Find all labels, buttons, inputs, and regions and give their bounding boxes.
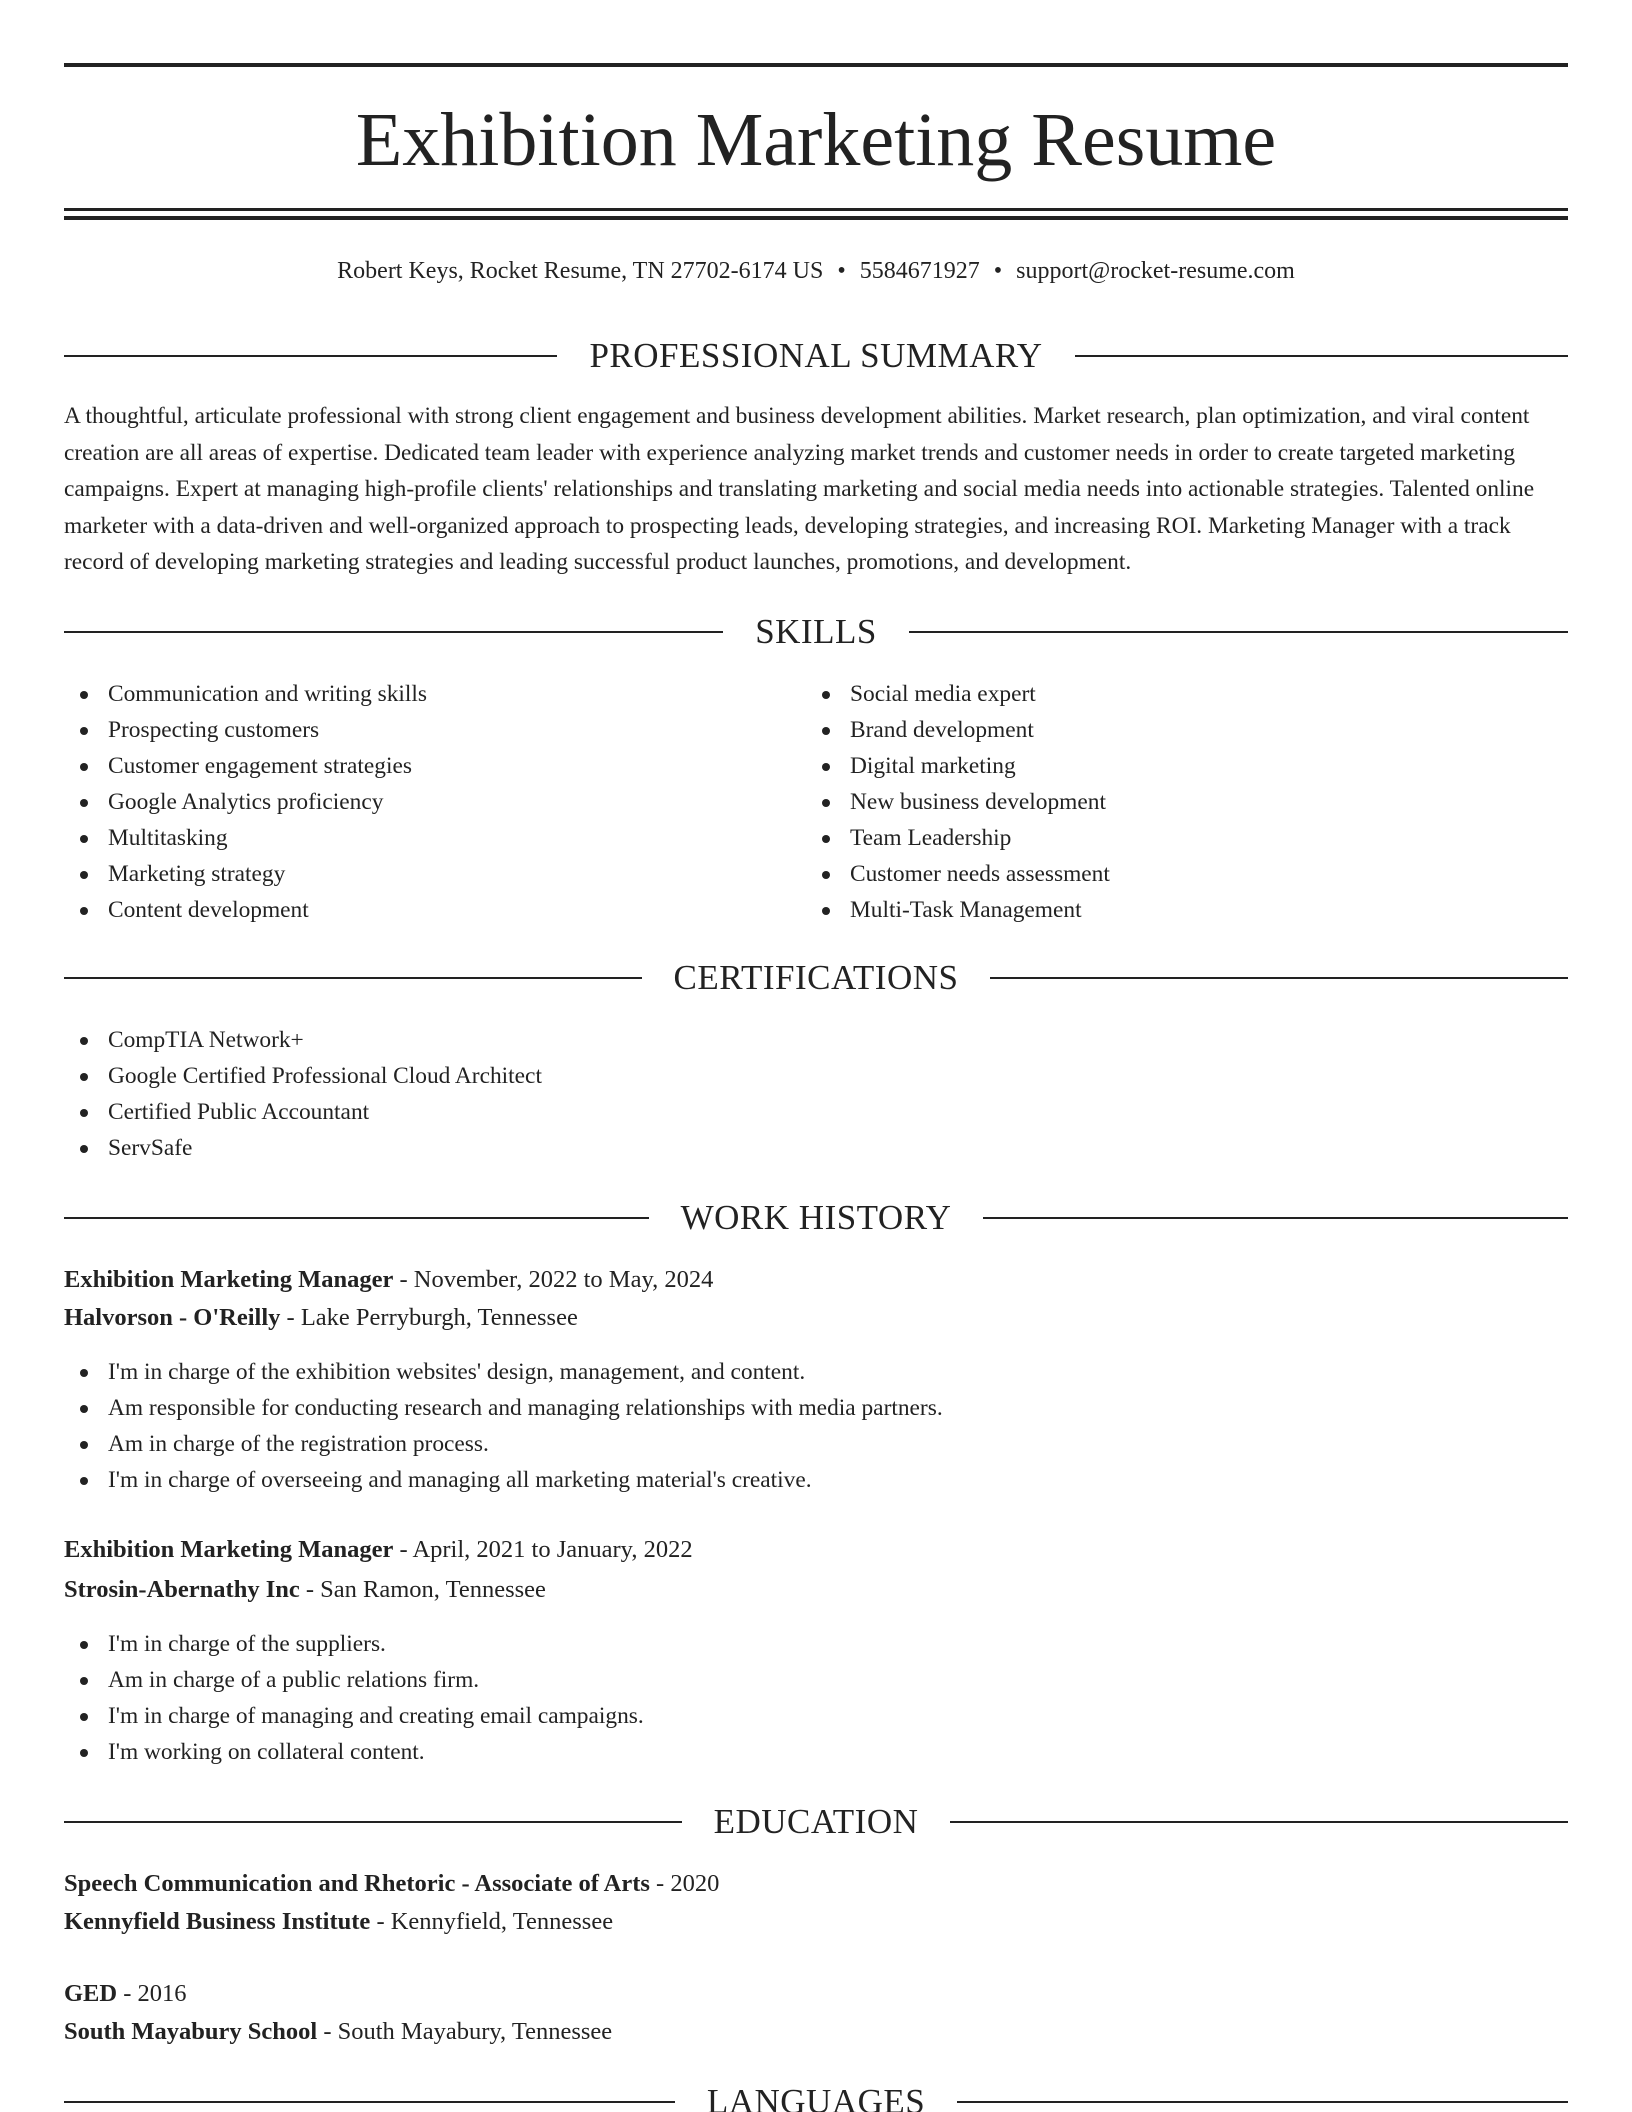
title-double-rule bbox=[64, 208, 1568, 220]
section-title-work: WORK HISTORY bbox=[680, 1198, 952, 1237]
section-title-certifications: CERTIFICATIONS bbox=[673, 958, 959, 997]
education-degree: Speech Communication and Rhetoric - Associate of Arts bbox=[64, 1870, 650, 1897]
job-dates: - April, 2021 to January, 2022 bbox=[393, 1536, 693, 1563]
section-title-education: EDUCATION bbox=[713, 1802, 919, 1841]
certifications-list bbox=[64, 1022, 542, 1166]
skill-item: New business development bbox=[806, 784, 1110, 820]
job-duty: I'm in charge of overseeing and managing all marketing material's creative. bbox=[64, 1462, 943, 1498]
section-rule bbox=[64, 1821, 682, 1823]
job-company: Strosin-Abernathy Inc bbox=[64, 1576, 300, 1603]
section-header-work bbox=[64, 1196, 1568, 1240]
section-rule bbox=[64, 631, 723, 633]
certification-item: ServSafe bbox=[64, 1130, 542, 1166]
job-duty: Am in charge of the registration process. bbox=[64, 1426, 943, 1462]
job-role: Exhibition Marketing Manager bbox=[64, 1266, 394, 1293]
skill-item: Brand development bbox=[806, 712, 1110, 748]
skill-item: Google Analytics proficiency bbox=[64, 784, 427, 820]
section-rule bbox=[983, 1217, 1568, 1219]
education-school: South Mayabury School bbox=[64, 2018, 318, 2045]
skill-item: Multi-Task Management bbox=[806, 892, 1110, 928]
contact-email: support@rocket-resume.com bbox=[1016, 258, 1295, 284]
section-header-summary bbox=[64, 334, 1568, 378]
skills-list-right bbox=[806, 676, 1110, 928]
section-header-education bbox=[64, 1800, 1568, 1844]
job-duty: I'm working on collateral content. bbox=[64, 1734, 644, 1770]
skill-item: Digital marketing bbox=[806, 748, 1110, 784]
section-title-skills: SKILLS bbox=[755, 612, 877, 651]
section-rule bbox=[64, 355, 557, 357]
job-duties-list bbox=[64, 1626, 644, 1770]
education-location: - South Mayabury, Tennessee bbox=[317, 2018, 613, 2045]
section-header-skills bbox=[64, 610, 1568, 654]
job-duty: I'm in charge of managing and creating email campaigns. bbox=[64, 1698, 644, 1734]
skill-item: Marketing strategy bbox=[64, 856, 427, 892]
certification-item: CompTIA Network+ bbox=[64, 1022, 542, 1058]
section-rule bbox=[64, 2101, 675, 2103]
job-duty: I'm in charge of the suppliers. bbox=[64, 1626, 644, 1662]
education-year: - 2020 bbox=[649, 1870, 720, 1897]
skill-item: Customer needs assessment bbox=[806, 856, 1110, 892]
job-company: Halvorson - O'Reilly bbox=[64, 1304, 281, 1331]
top-rule bbox=[64, 63, 1568, 67]
section-header-certifications bbox=[64, 956, 1568, 1000]
skill-item: Communication and writing skills bbox=[64, 676, 427, 712]
section-title-summary: PROFESSIONAL SUMMARY bbox=[589, 336, 1043, 375]
certification-item: Certified Public Accountant bbox=[64, 1094, 542, 1130]
section-rule bbox=[1075, 355, 1568, 357]
section-rule bbox=[957, 2101, 1568, 2103]
certification-item: Google Certified Professional Cloud Architect bbox=[64, 1058, 542, 1094]
education-degree-line bbox=[64, 1976, 1568, 2012]
summary-text: A thoughtful, articulate professional with strong client engagement and business development abilities. Market research, plan optimization, and viral content creation are all areas of expertise. Dedicated team leader with experience analyzing market trends and customer needs in order to create targeted marketing campaigns. Expert at managing high-profile clients' relationships and translating marketing and social media needs into actionable strategies. Talented online marketer with a data-driven and well-organized approach to prospecting leads, developing strategies, and increasing ROI. Marketing Manager with a track record of developing marketing strategies and leading successful product launches, promotions, and development. bbox=[64, 403, 1535, 575]
skill-item: Content development bbox=[64, 892, 427, 928]
contact-address: Robert Keys, Rocket Resume, TN 27702-6174 US bbox=[337, 258, 824, 284]
skill-item: Multitasking bbox=[64, 820, 427, 856]
education-degree-line bbox=[64, 1866, 1568, 1902]
job-title-line bbox=[64, 1262, 1568, 1298]
section-title-languages: LANGUAGES bbox=[706, 2082, 926, 2112]
job-dates: - November, 2022 to May, 2024 bbox=[393, 1266, 714, 1293]
job-duty: I'm in charge of the exhibition websites' design, management, and content. bbox=[64, 1354, 943, 1390]
resume-title: Exhibition Marketing Resume bbox=[355, 98, 1277, 182]
contact-line bbox=[64, 254, 1568, 288]
job-location: - San Ramon, Tennessee bbox=[299, 1576, 546, 1603]
skill-item: Customer engagement strategies bbox=[64, 748, 427, 784]
job-company-line bbox=[64, 1300, 1568, 1336]
contact-separator: • bbox=[993, 258, 1003, 284]
job-location: - Lake Perryburgh, Tennessee bbox=[280, 1304, 578, 1331]
education-degree: GED bbox=[64, 1980, 118, 2007]
section-rule bbox=[64, 977, 642, 979]
job-duty: Am responsible for conducting research and managing relationships with media partners. bbox=[64, 1390, 943, 1426]
education-school-line bbox=[64, 1904, 1568, 1940]
job-title-line bbox=[64, 1532, 1568, 1568]
section-rule bbox=[64, 1217, 649, 1219]
skills-list-left bbox=[64, 676, 427, 928]
skill-item: Prospecting customers bbox=[64, 712, 427, 748]
contact-separator: • bbox=[837, 258, 846, 284]
skill-item: Social media expert bbox=[806, 676, 1110, 712]
education-location: - Kennyfield, Tennessee bbox=[370, 1908, 614, 1935]
contact-phone: 5584671927 bbox=[859, 258, 980, 284]
education-school-line bbox=[64, 2014, 1568, 2050]
education-school: Kennyfield Business Institute bbox=[64, 1908, 371, 1935]
job-company-line bbox=[64, 1572, 1568, 1608]
section-rule bbox=[950, 1821, 1568, 1823]
section-rule bbox=[909, 631, 1568, 633]
job-duties-list bbox=[64, 1354, 943, 1498]
job-role: Exhibition Marketing Manager bbox=[64, 1536, 394, 1563]
job-duty: Am in charge of a public relations firm. bbox=[64, 1662, 644, 1698]
education-year: - 2016 bbox=[117, 1980, 187, 2007]
section-rule bbox=[990, 977, 1568, 979]
skill-item: Team Leadership bbox=[806, 820, 1110, 856]
section-header-languages bbox=[64, 2080, 1568, 2112]
